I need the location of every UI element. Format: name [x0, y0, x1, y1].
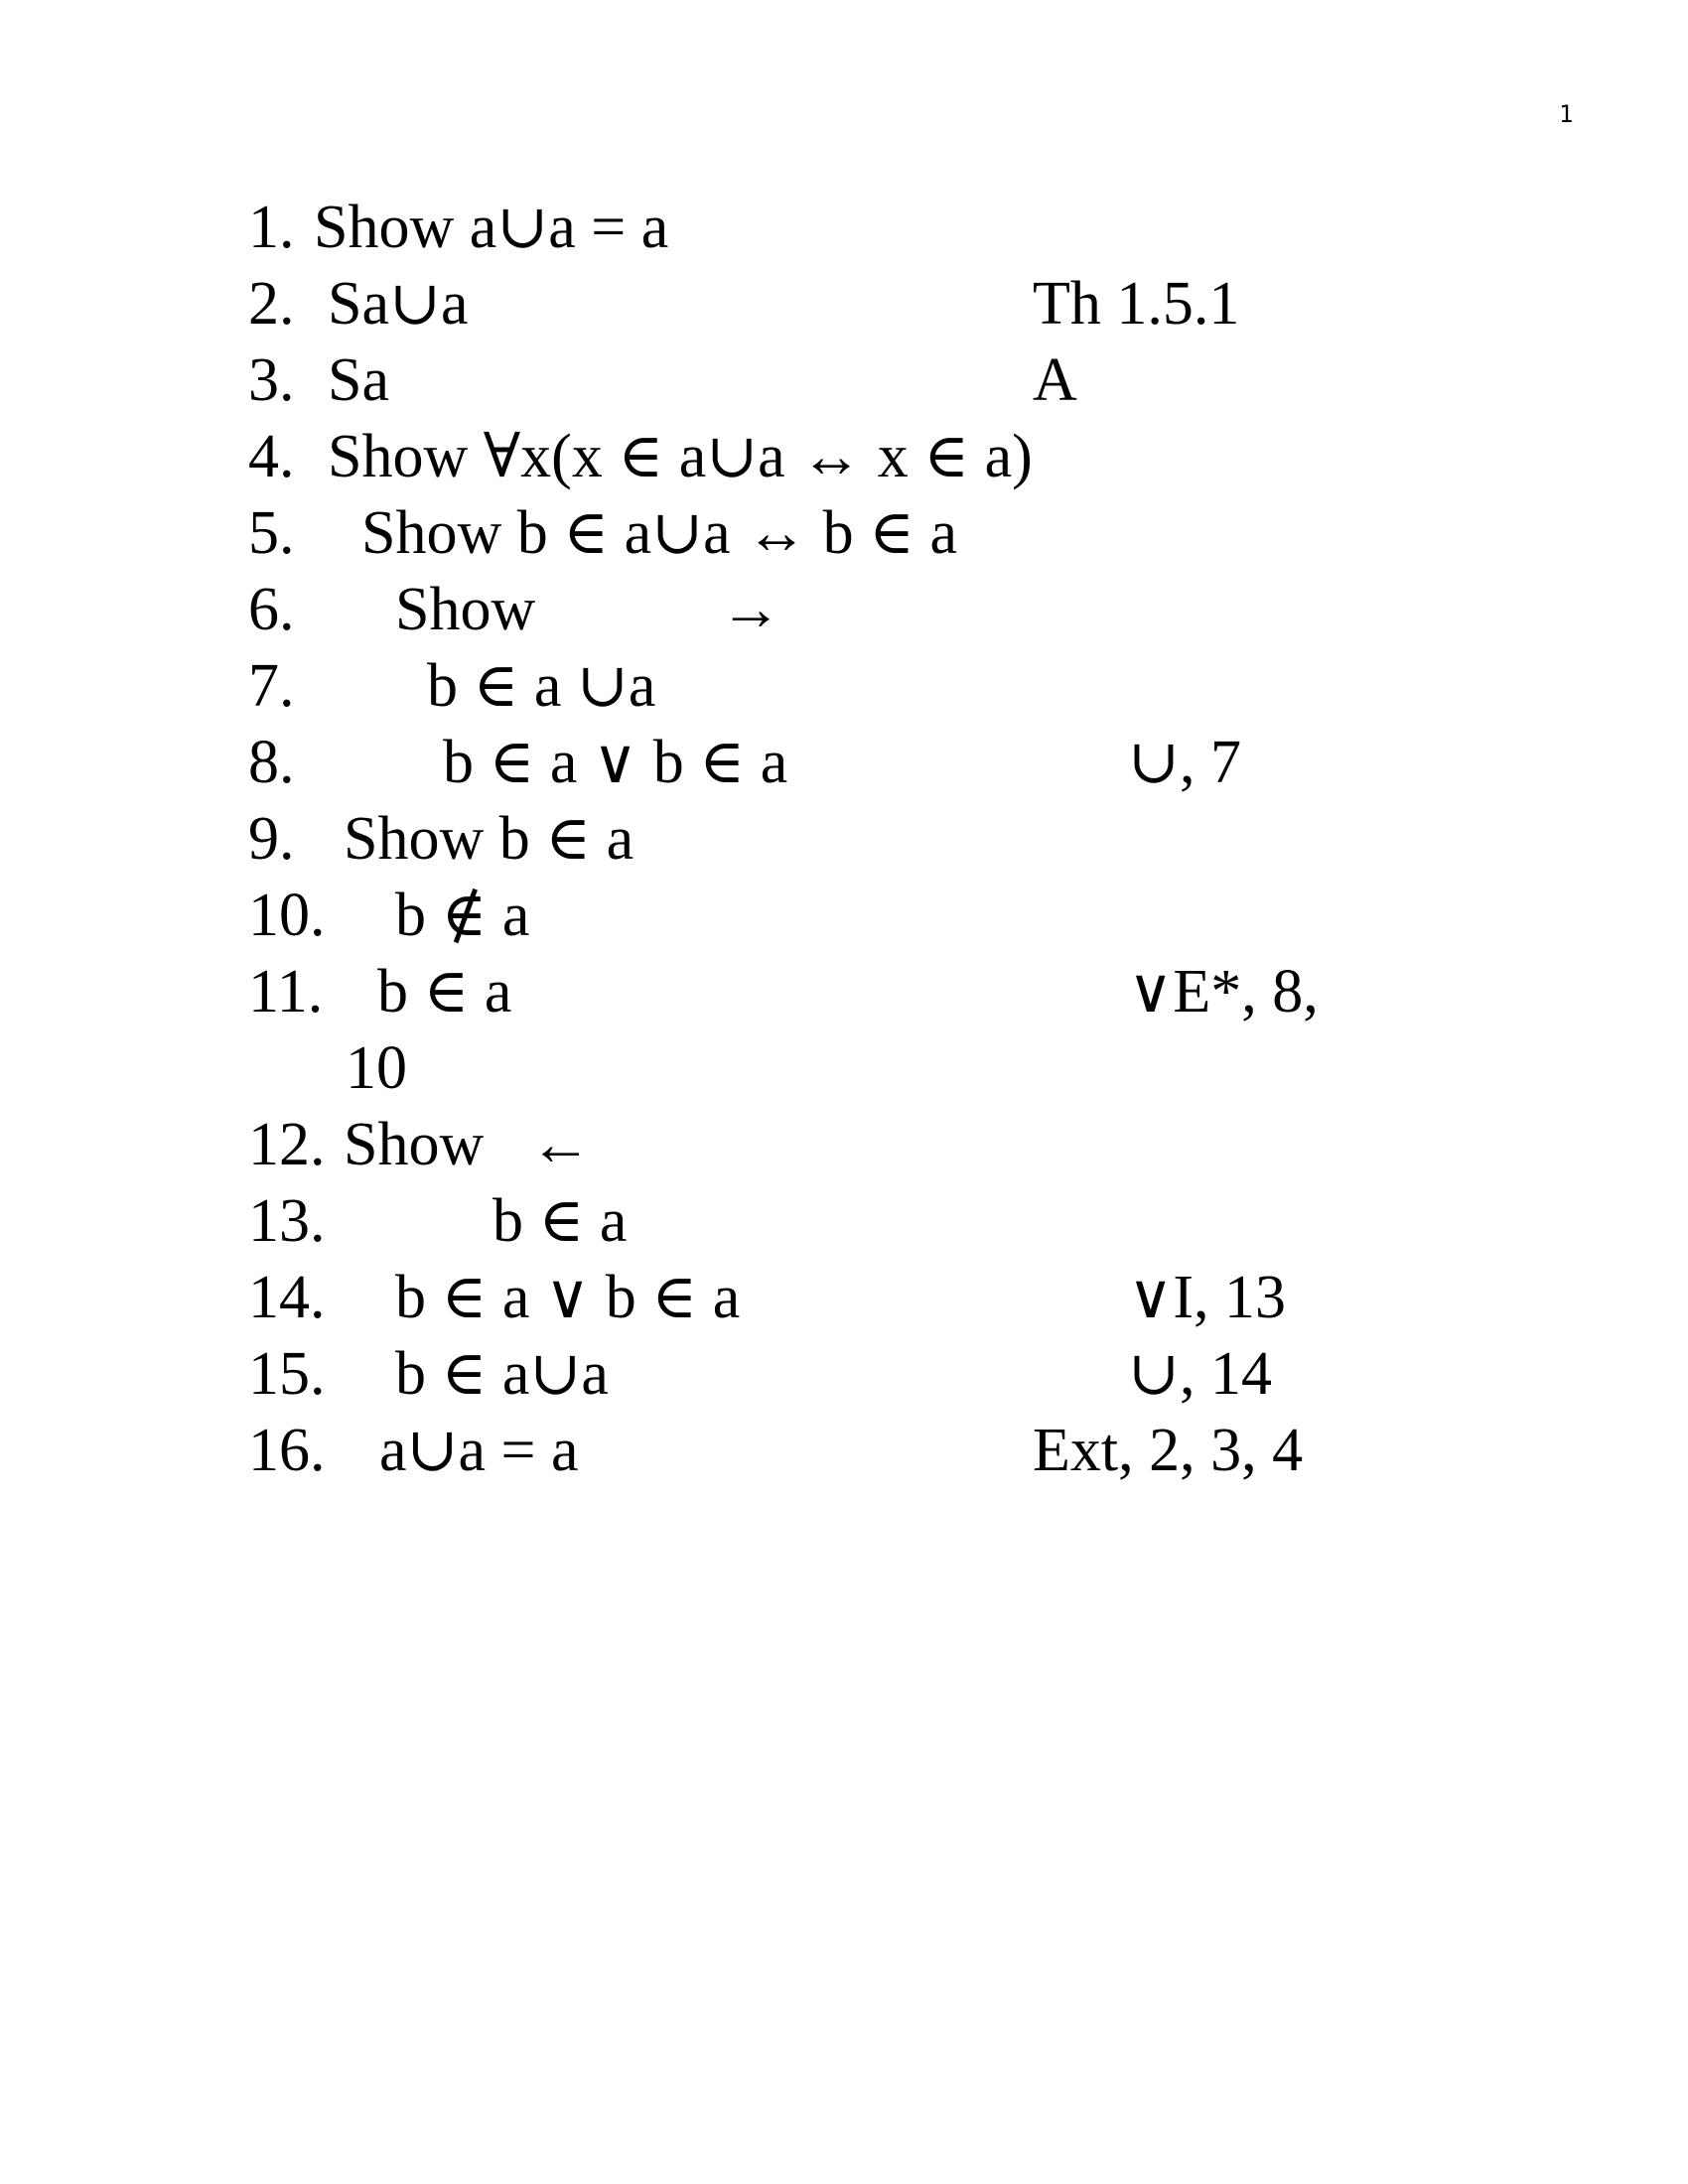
- line-statement: b ∉ a: [395, 882, 530, 949]
- line-number: 16.: [248, 1417, 326, 1484]
- line-justification: ∪, 14: [1128, 1340, 1272, 1408]
- line-number: 14.: [248, 1264, 326, 1331]
- line-number: 7.: [248, 652, 295, 720]
- line-number: 6.: [248, 576, 295, 643]
- line-number: 4.: [248, 423, 295, 490]
- page-number: 1: [1559, 100, 1574, 128]
- proof-line-11-continued: [0, 1029, 1688, 1107]
- line-number: 2.: [248, 270, 295, 338]
- line-statement: b ∈ a ∨ b ∈ a: [443, 729, 788, 796]
- proof-line-13: [0, 1182, 1688, 1260]
- line-number: 10.: [248, 882, 326, 949]
- proof-line-15: [0, 1335, 1688, 1413]
- line-statement: b ∈ a ∨ b ∈ a: [395, 1264, 741, 1331]
- line-justification: ∪, 7: [1128, 729, 1241, 796]
- line-statement: a∪a = a: [379, 1417, 579, 1484]
- line-justification: ∨E*, 8,: [1128, 958, 1319, 1025]
- proof-line-2: [0, 265, 1688, 342]
- line-statement: Show →: [395, 576, 782, 643]
- line-statement: Sa: [328, 346, 389, 414]
- proof-line-3: [0, 341, 1688, 419]
- line-number: 5.: [248, 499, 295, 567]
- line-justification: Ext, 2, 3, 4: [1033, 1417, 1304, 1484]
- line-statement: Show ∀x(x ∈ a∪a ↔ x ∈ a): [328, 423, 1033, 490]
- line-number: 3.: [248, 346, 295, 414]
- line-statement: Show b ∈ a∪a ↔ b ∈ a: [361, 499, 958, 567]
- proof-line-11: [0, 953, 1688, 1030]
- line-number: 15.: [248, 1340, 326, 1408]
- line-statement: Sa∪a: [328, 270, 469, 338]
- line-justification: ∨I, 13: [1128, 1264, 1287, 1331]
- proof-line-5: [0, 494, 1688, 572]
- line-statement: b ∈ a: [492, 1187, 628, 1255]
- line-number: 11.: [248, 958, 324, 1025]
- line-justification: Th 1.5.1: [1033, 270, 1240, 338]
- line-statement: Show b ∈ a: [344, 805, 634, 873]
- proof-line-7: [0, 647, 1688, 725]
- line-statement: b ∈ a∪a: [395, 1340, 609, 1408]
- proof-line-9: [0, 800, 1688, 878]
- line-number: 13.: [248, 1187, 326, 1255]
- line-number: 8.: [248, 729, 295, 796]
- line-statement: 10: [346, 1034, 407, 1102]
- proof-line-8: [0, 724, 1688, 801]
- proof-line-10: [0, 877, 1688, 954]
- line-statement: Show ←: [344, 1111, 592, 1178]
- line-statement: Show a∪a = a: [314, 194, 669, 261]
- line-justification: A: [1033, 346, 1077, 414]
- proof-line-16: [0, 1412, 1688, 1489]
- line-number: 9.: [248, 805, 295, 873]
- line-number: 12.: [248, 1111, 326, 1178]
- proof-line-1: [0, 189, 1688, 266]
- proof-line-12: [0, 1106, 1688, 1183]
- proof-line-4: [0, 418, 1688, 495]
- proof-line-6: [0, 571, 1688, 648]
- line-number: 1.: [248, 194, 295, 261]
- line-statement: b ∈ a ∪a: [427, 652, 656, 720]
- proof-line-14: [0, 1259, 1688, 1336]
- line-statement: b ∈ a: [377, 958, 512, 1025]
